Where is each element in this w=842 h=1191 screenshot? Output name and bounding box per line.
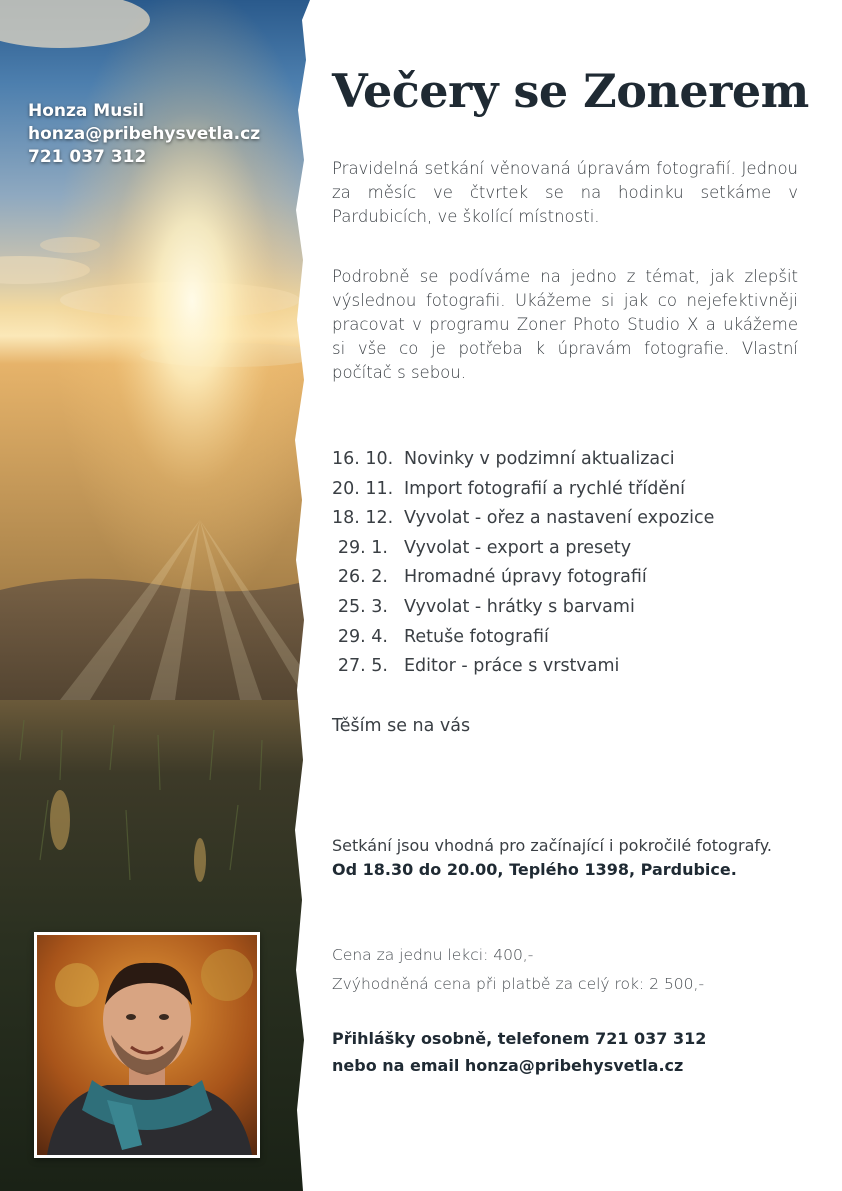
schedule-topic: Import fotografií a rychlé třídění xyxy=(404,478,686,499)
schedule-row xyxy=(332,538,798,568)
contact-name: Honza Musil xyxy=(28,101,145,121)
schedule-date: 29. 1. xyxy=(337,537,388,558)
page-title: Večery se Zonerem xyxy=(332,64,809,118)
schedule-topic: Editor - práce s vrstvami xyxy=(404,656,620,677)
contact-phone[interactable]: 721 037 312 xyxy=(28,147,147,167)
signup-email: nebo na email honza@pribehysvetla.cz xyxy=(332,1056,684,1075)
contact-email[interactable]: honza@pribehysvetla.cz xyxy=(28,124,261,144)
schedule-row xyxy=(332,627,798,657)
portrait-photo xyxy=(34,932,260,1158)
schedule-date: 20. 11. xyxy=(332,478,394,499)
price-single-lesson: Cena za jednu lekci: 400,- xyxy=(332,946,534,964)
schedule-topic: Hromadné úpravy fotografií xyxy=(404,567,647,588)
closing-text: Těším se na vás xyxy=(332,716,471,736)
schedule-topic: Novinky v podzimní aktualizaci xyxy=(404,449,675,469)
schedule-row xyxy=(332,508,798,538)
schedule-topic: Vyvolat - export a presety xyxy=(404,537,632,558)
signup-phone: Přihlášky osobně, telefonem 721 037 312 xyxy=(332,1029,707,1048)
schedule-date: 29. 4. xyxy=(337,626,388,647)
schedule-topic: Retuše fotografií xyxy=(404,626,549,647)
contact-info xyxy=(28,100,260,169)
schedule-date: 27. 5. xyxy=(337,656,388,677)
schedule-list xyxy=(332,449,798,686)
schedule-row xyxy=(332,479,798,509)
sunset-photo-strip xyxy=(0,0,310,1191)
audience-note: Setkání jsou vhodná pro začínající i pokročilé fotografy. xyxy=(332,836,773,855)
price-full-year: Zvýhodněná cena při platbě za celý rok: 2 500,- xyxy=(332,975,705,993)
schedule-date: 18. 12. xyxy=(332,508,394,529)
schedule-date: 26. 2. xyxy=(337,567,388,588)
intro-paragraph: Pravidelná setkání věnovaná úpravám fotografií. Jednou za měsíc ve čtvrtek se na hodinku setkáme v Pardubicích, ve školící místnosti. xyxy=(332,159,798,226)
schedule-topic: Vyvolat - hrátky s barvami xyxy=(404,596,635,617)
schedule-row xyxy=(332,449,798,479)
schedule-topic: Vyvolat - ořez a nastavení expozice xyxy=(404,508,715,529)
time-and-place: Od 18.30 do 20.00, Teplého 1398, Pardubice. xyxy=(332,860,737,879)
person-avatar-illustration xyxy=(37,935,257,1155)
schedule-row xyxy=(332,656,798,686)
schedule-row xyxy=(332,567,798,597)
schedule-date: 25. 3. xyxy=(337,596,388,617)
schedule-date: 16. 10. xyxy=(332,449,394,469)
description-paragraph: Podrobně se podíváme na jedno z témat, jak zlepšit výslednou fotografii. Ukážeme si jak co nejefektivněji pracovat v programu Zoner Photo Studio X a ukážeme si vše co je potřeba k úpravám fotografie. Vlastní počítač s sebou. xyxy=(332,267,798,382)
schedule-row xyxy=(332,597,798,627)
